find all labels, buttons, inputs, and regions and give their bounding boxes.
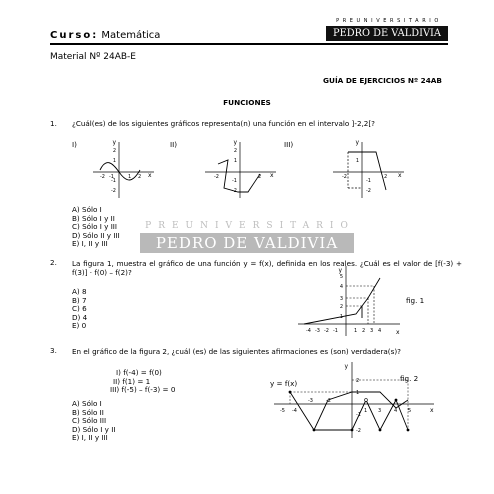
q1g2-tick-yn1: -1: [232, 178, 237, 184]
q2-x-label: x: [396, 329, 400, 336]
q2-tick-xn2: -2: [324, 328, 329, 334]
q2-tick-x4: 4: [378, 328, 382, 334]
q2-option-b: B) 7: [72, 295, 87, 305]
q1g2-tick-y2: 2: [233, 148, 237, 154]
q3-number: 3.: [50, 346, 57, 355]
q1g2-x-label: x: [270, 172, 274, 179]
q1-graph3-label: III): [284, 140, 294, 149]
brand-top-text: PREUNIVERSITARIO: [336, 18, 442, 24]
q1g2-tick-x2: 2: [258, 174, 262, 180]
q2-tick-x1: 1: [354, 328, 358, 334]
q1g1-tick-xn2: -2: [100, 174, 105, 180]
q3-statements: [110, 369, 175, 395]
q1-graph-1: [88, 140, 158, 200]
q2-number: 2.: [50, 258, 57, 267]
q1g1-tick-yn2: -2: [111, 188, 116, 194]
brand-logo: PEDRO DE VALDIVIA: [326, 26, 448, 41]
q1g2-tick-yn2: -2: [232, 188, 237, 194]
q1-option-d: D) Sólo II y III: [72, 230, 120, 240]
q1g1-tick-y2: 2: [112, 148, 116, 154]
q1g3-tick-xn2: -2: [342, 174, 347, 180]
q3-tick-xn4: -4: [292, 408, 297, 414]
q2-tick-xn3: -3: [315, 328, 320, 334]
q2-option-e: E) 0: [72, 321, 87, 331]
header-rule: [50, 43, 448, 45]
q1g1-tick-x2: 2: [138, 174, 142, 180]
q3-options: [72, 400, 115, 443]
q2-tick-xn4: -4: [306, 328, 311, 334]
q1g3-y-label: y: [355, 139, 359, 146]
q2-tick-x3: 3: [370, 328, 374, 334]
q1-option-b: B) Sólo I y II: [72, 213, 115, 223]
q3-tick-y2: 2: [356, 378, 360, 384]
q1g3-tick-yn1: -1: [366, 178, 371, 184]
q1-options: [72, 206, 120, 249]
q3-tick-xn3: -3: [308, 398, 313, 404]
q2-options: [72, 288, 87, 331]
q3-option-e: E) I, II y III: [72, 433, 108, 443]
q1g1-tick-xn1: -1: [109, 174, 114, 180]
q3-figure-2: [268, 360, 438, 440]
q3-option-d: D) Sólo I y II: [72, 424, 116, 434]
q2-figure-1: [296, 264, 408, 344]
q1g2-y-label: y: [233, 139, 237, 146]
q3-tick-x4: 4: [394, 408, 398, 414]
q1-graph2-label: II): [170, 140, 178, 149]
q1g3-tick-x2: 2: [384, 174, 388, 180]
q3-function-label: y = f(x): [270, 379, 298, 388]
q1g1-y-label: y: [112, 139, 116, 146]
q3-y-label: y: [344, 363, 348, 370]
q2-tick-y2: 2: [339, 304, 343, 310]
course-value: Matemática: [101, 30, 161, 41]
q1-graph-2: [200, 140, 280, 200]
q1g3-x-label: x: [398, 172, 402, 179]
q2-option-d: D) 4: [72, 312, 88, 322]
q3-text: En el gráfico de la figura 2, ¿cuál (es) de las siguientes afirmaciones es (son) verdadera(s)?: [72, 347, 401, 356]
q3-tick-y1: 1: [356, 390, 360, 396]
q1g3-tick-y1: 1: [355, 158, 359, 164]
q1-option-c: C) Sólo I y III: [72, 222, 118, 232]
q1g1-tick-yn1: -1: [111, 178, 116, 184]
q1g1-x-label: x: [148, 172, 152, 179]
course-separator: :: [92, 30, 99, 41]
q1-option-a: A) Sólo I: [72, 205, 102, 214]
q1-text: ¿Cuál(es) de los siguientes gráficos representa(n) una función en el intervalo ]-2,2[?: [72, 119, 375, 128]
q3-tick-xn5: -5: [280, 408, 285, 414]
q3-option-c: C) Sólo III: [72, 416, 107, 426]
q1-option-e: E) I, II y III: [72, 239, 108, 249]
q1-graph1-label: I): [72, 140, 77, 149]
q2-tick-y5: 5: [339, 274, 343, 280]
q1-graph-3: [328, 140, 408, 200]
q2-tick-y1: 1: [339, 314, 343, 320]
q2-tick-xn1: -1: [333, 328, 338, 334]
q3-tick-xn2: -2: [326, 398, 331, 404]
material-code: Material Nº 24AB-E: [50, 52, 136, 62]
q3-tick-yn1: -1: [356, 412, 361, 418]
q2-tick-y4: 4: [339, 284, 343, 290]
q2-option-a: A) 8: [72, 287, 87, 296]
course-line: [50, 30, 160, 41]
q2-figure-label: fig. 1: [406, 296, 425, 305]
q3-statement-1: I) f(-4) = f(0): [116, 368, 162, 377]
q3-option-a: A) Sólo I: [72, 399, 102, 408]
q1g2-tick-xn2: -2: [214, 174, 219, 180]
q2-option-c: C) 6: [72, 304, 87, 314]
q3-tick-yn2: -2: [356, 428, 361, 434]
q1g1-tick-x1: 1: [128, 174, 132, 180]
q2-tick-x2: 2: [362, 328, 366, 334]
q3-statement-2: II) f(1) = 1: [113, 376, 151, 386]
q3-statement-3: III) f(-5) – f(-3) = 0: [110, 385, 176, 395]
q2-tick-y3: 3: [339, 296, 343, 302]
q2-y-label: y: [338, 267, 342, 274]
q1g2-tick-y1: 1: [233, 158, 237, 164]
q3-option-b: B) Sólo II: [72, 407, 104, 417]
q3-figure-label: fig. 2: [400, 374, 419, 383]
q3-tick-x3: 3: [378, 408, 382, 414]
q3-tick-x1: 1: [364, 408, 368, 414]
watermark-top-text: PREUNIVERSITARIO: [145, 221, 355, 231]
section-title: FUNCIONES: [223, 98, 271, 107]
q1g3-tick-yn2: -2: [366, 188, 371, 194]
q3-x-label: x: [430, 407, 434, 414]
q1-number: 1.: [50, 119, 57, 128]
q1g1-tick-y1: 1: [112, 158, 116, 164]
q2-text: La figura 1, muestra el gráfico de una función y = f(x), definida en los reales. ¿Cuál es el valor de [f(-3) + f(3)] · f(0) – f(2)?: [72, 259, 462, 277]
watermark-logo: PEDRO DE VALDIVIA: [140, 233, 354, 253]
q3-tick-x5: 5: [408, 408, 412, 414]
course-label: Curso: [50, 30, 93, 41]
guide-title: GUÍA DE EJERCICIOS Nº 24AB: [323, 76, 442, 85]
